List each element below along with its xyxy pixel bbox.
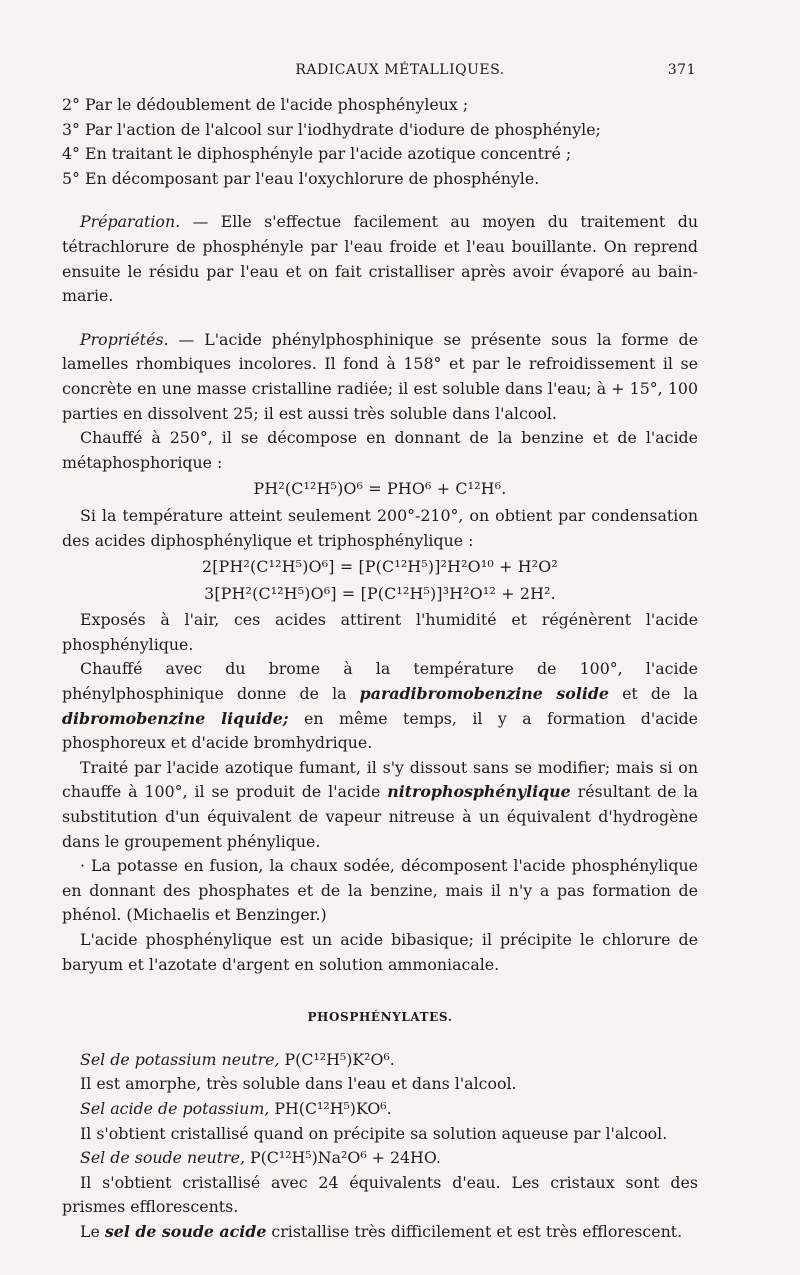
salt-label: Sel de potassium neutre, (80, 1049, 280, 1069)
formula-diphosphenylique: 2[PH²(C¹²H⁵)O⁶] = [P(C¹²H⁵)]²H²O¹⁰ + H²O² (202, 557, 558, 577)
last-text: Le (80, 1221, 105, 1241)
proprietes-text: — L'acide phénylphosphinique se présente sous la forme de lamelles rhombiques incolores. Il fond à 158° et par le refroidissement il se concrète en une masse cristalline radiée; il est soluble dans l'eau; à + 15°, 100 parties en dissolvent 25; il est aussi très soluble dans l'alcool. (62, 329, 698, 423)
salt-description: Il s'obtient cristallisé quand on précipite sa solution aqueuse par l'alcool. (80, 1123, 668, 1143)
list-text: Par le dédoublement de l'acide phosphényleux ; (85, 95, 469, 114)
list-number: 2° (62, 95, 80, 114)
salt-label: Sel acide de potassium, (80, 1098, 270, 1118)
formula-decomposition: PH²(C¹²H⁵)O⁶ = PHO⁶ + C¹²H⁶. (253, 479, 507, 499)
page-number: 371 (667, 62, 696, 78)
running-header (0, 62, 800, 84)
preparation-paragraph (62, 210, 698, 308)
formula-triphosphenylique: 3[PH²(C¹²H⁵)O⁶] = [P(C¹²H⁵)]³H²O¹² + 2H². (204, 583, 556, 603)
list-item (62, 142, 698, 167)
list-number: 5° (62, 168, 80, 188)
last-text: cristallise très difficilement et est très efflorescent. (266, 1221, 683, 1241)
list-item (62, 93, 698, 118)
exposes-paragraph: Exposés à l'air, ces acides attirent l'humidité et régénèrent l'acide phosphénylique. (62, 610, 698, 654)
salt-label: Sel de soude neutre, (80, 1148, 245, 1168)
list-number: 4° (62, 144, 80, 164)
preparation-label: Préparation. (80, 212, 181, 232)
brome-term-2: dibromobenzine liquide; (62, 708, 289, 728)
brome-paragraph (62, 657, 698, 755)
salt-heading (62, 1097, 698, 1122)
potasse-paragraph: · La potasse en fusion, la chaux sodée, décomposent l'acide phosphénylique en donnant des phosphates et de la benzine, mais il n'y a pas formation de phénol. (Michaelis et Benzinger.) (62, 856, 698, 925)
traite-text: résultant de la substitution d'un équivalent de vapeur nitreuse à un équivalent d'hydrogène dans le groupement phénylique. (62, 782, 698, 851)
list-text: Par l'action de l'alcool sur l'iodhydrate d'iodure de phosphényle; (85, 119, 601, 139)
list-item (62, 118, 698, 143)
proprietes-paragraph (62, 328, 698, 426)
salt-formula: P(C¹²H⁵)K²O⁶. (279, 1049, 395, 1069)
brome-text: en même temps, il y a formation d'acide phosphoreux et d'acide bromhydrique. (62, 708, 698, 753)
last-term: sel de soude acide (104, 1221, 267, 1241)
list-item (62, 167, 698, 192)
salt-formula: PH(C¹²H⁵)KO⁶. (269, 1098, 392, 1118)
header-title: RADICAUX MÉTALLIQUES. (295, 62, 505, 78)
preparation-text: — Elle s'effectue facilement au moyen du traitement du tétrachlorure de phosphényle par l'eau froide et l'eau bouillante. On reprend ensuite le résidu par l'eau et on fait cristalliser après avoir évaporé au bain-marie. (62, 212, 698, 306)
salt-description: Il s'obtient cristallisé avec 24 équivalents d'eau. Les cristaux sont des prismes efflorescents. (62, 1172, 698, 1217)
salt-heading (62, 1146, 698, 1171)
page-body (62, 93, 698, 1245)
list-number: 3° (62, 119, 80, 139)
salt-formula: P(C¹²H⁵)Na²O⁶ + 24HO. (244, 1148, 441, 1168)
list-text: En traitant le diphosphényle par l'acide azotique concentré ; (85, 144, 572, 164)
brome-text: Chauffé avec du brome à la température de 100°, l'acide phénylphosphinique donne de la (62, 659, 698, 704)
traite-text: Traité par l'acide azotique fumant, il s'y dissout sans se modifier; mais si on chauffe à 100°, il se produit de l'acide (62, 757, 698, 802)
section-title: PHOSPHÉNYLATES. (307, 1010, 453, 1025)
salt-description: Il est amorphe, très soluble dans l'eau et dans l'alcool. (80, 1074, 517, 1094)
proprietes-label: Propriétés. (80, 329, 169, 349)
last-paragraph (62, 1220, 698, 1245)
salt-heading (62, 1048, 698, 1073)
brome-text: et de la (608, 684, 698, 704)
list-text: En décomposant par l'eau l'oxychlorure de phosphényle. (85, 168, 540, 188)
traite-paragraph (62, 756, 698, 854)
temperature-paragraph: Si la température atteint seulement 200°-210°, on obtient par condensation des acides diphosphénylique et triphosphénylique : (62, 505, 698, 550)
traite-term: nitrophosphénylique (387, 782, 571, 802)
brome-term-1: paradibromobenzine solide (359, 684, 609, 704)
chauffe-paragraph: Chauffé à 250°, il se décompose en donnant de la benzine et de l'acide métaphosphorique : (62, 428, 698, 472)
bibasique-paragraph: L'acide phosphénylique est un acide bibasique; il précipite le chlorure de baryum et l'azotate d'argent en solution ammoniacale. (62, 930, 698, 974)
